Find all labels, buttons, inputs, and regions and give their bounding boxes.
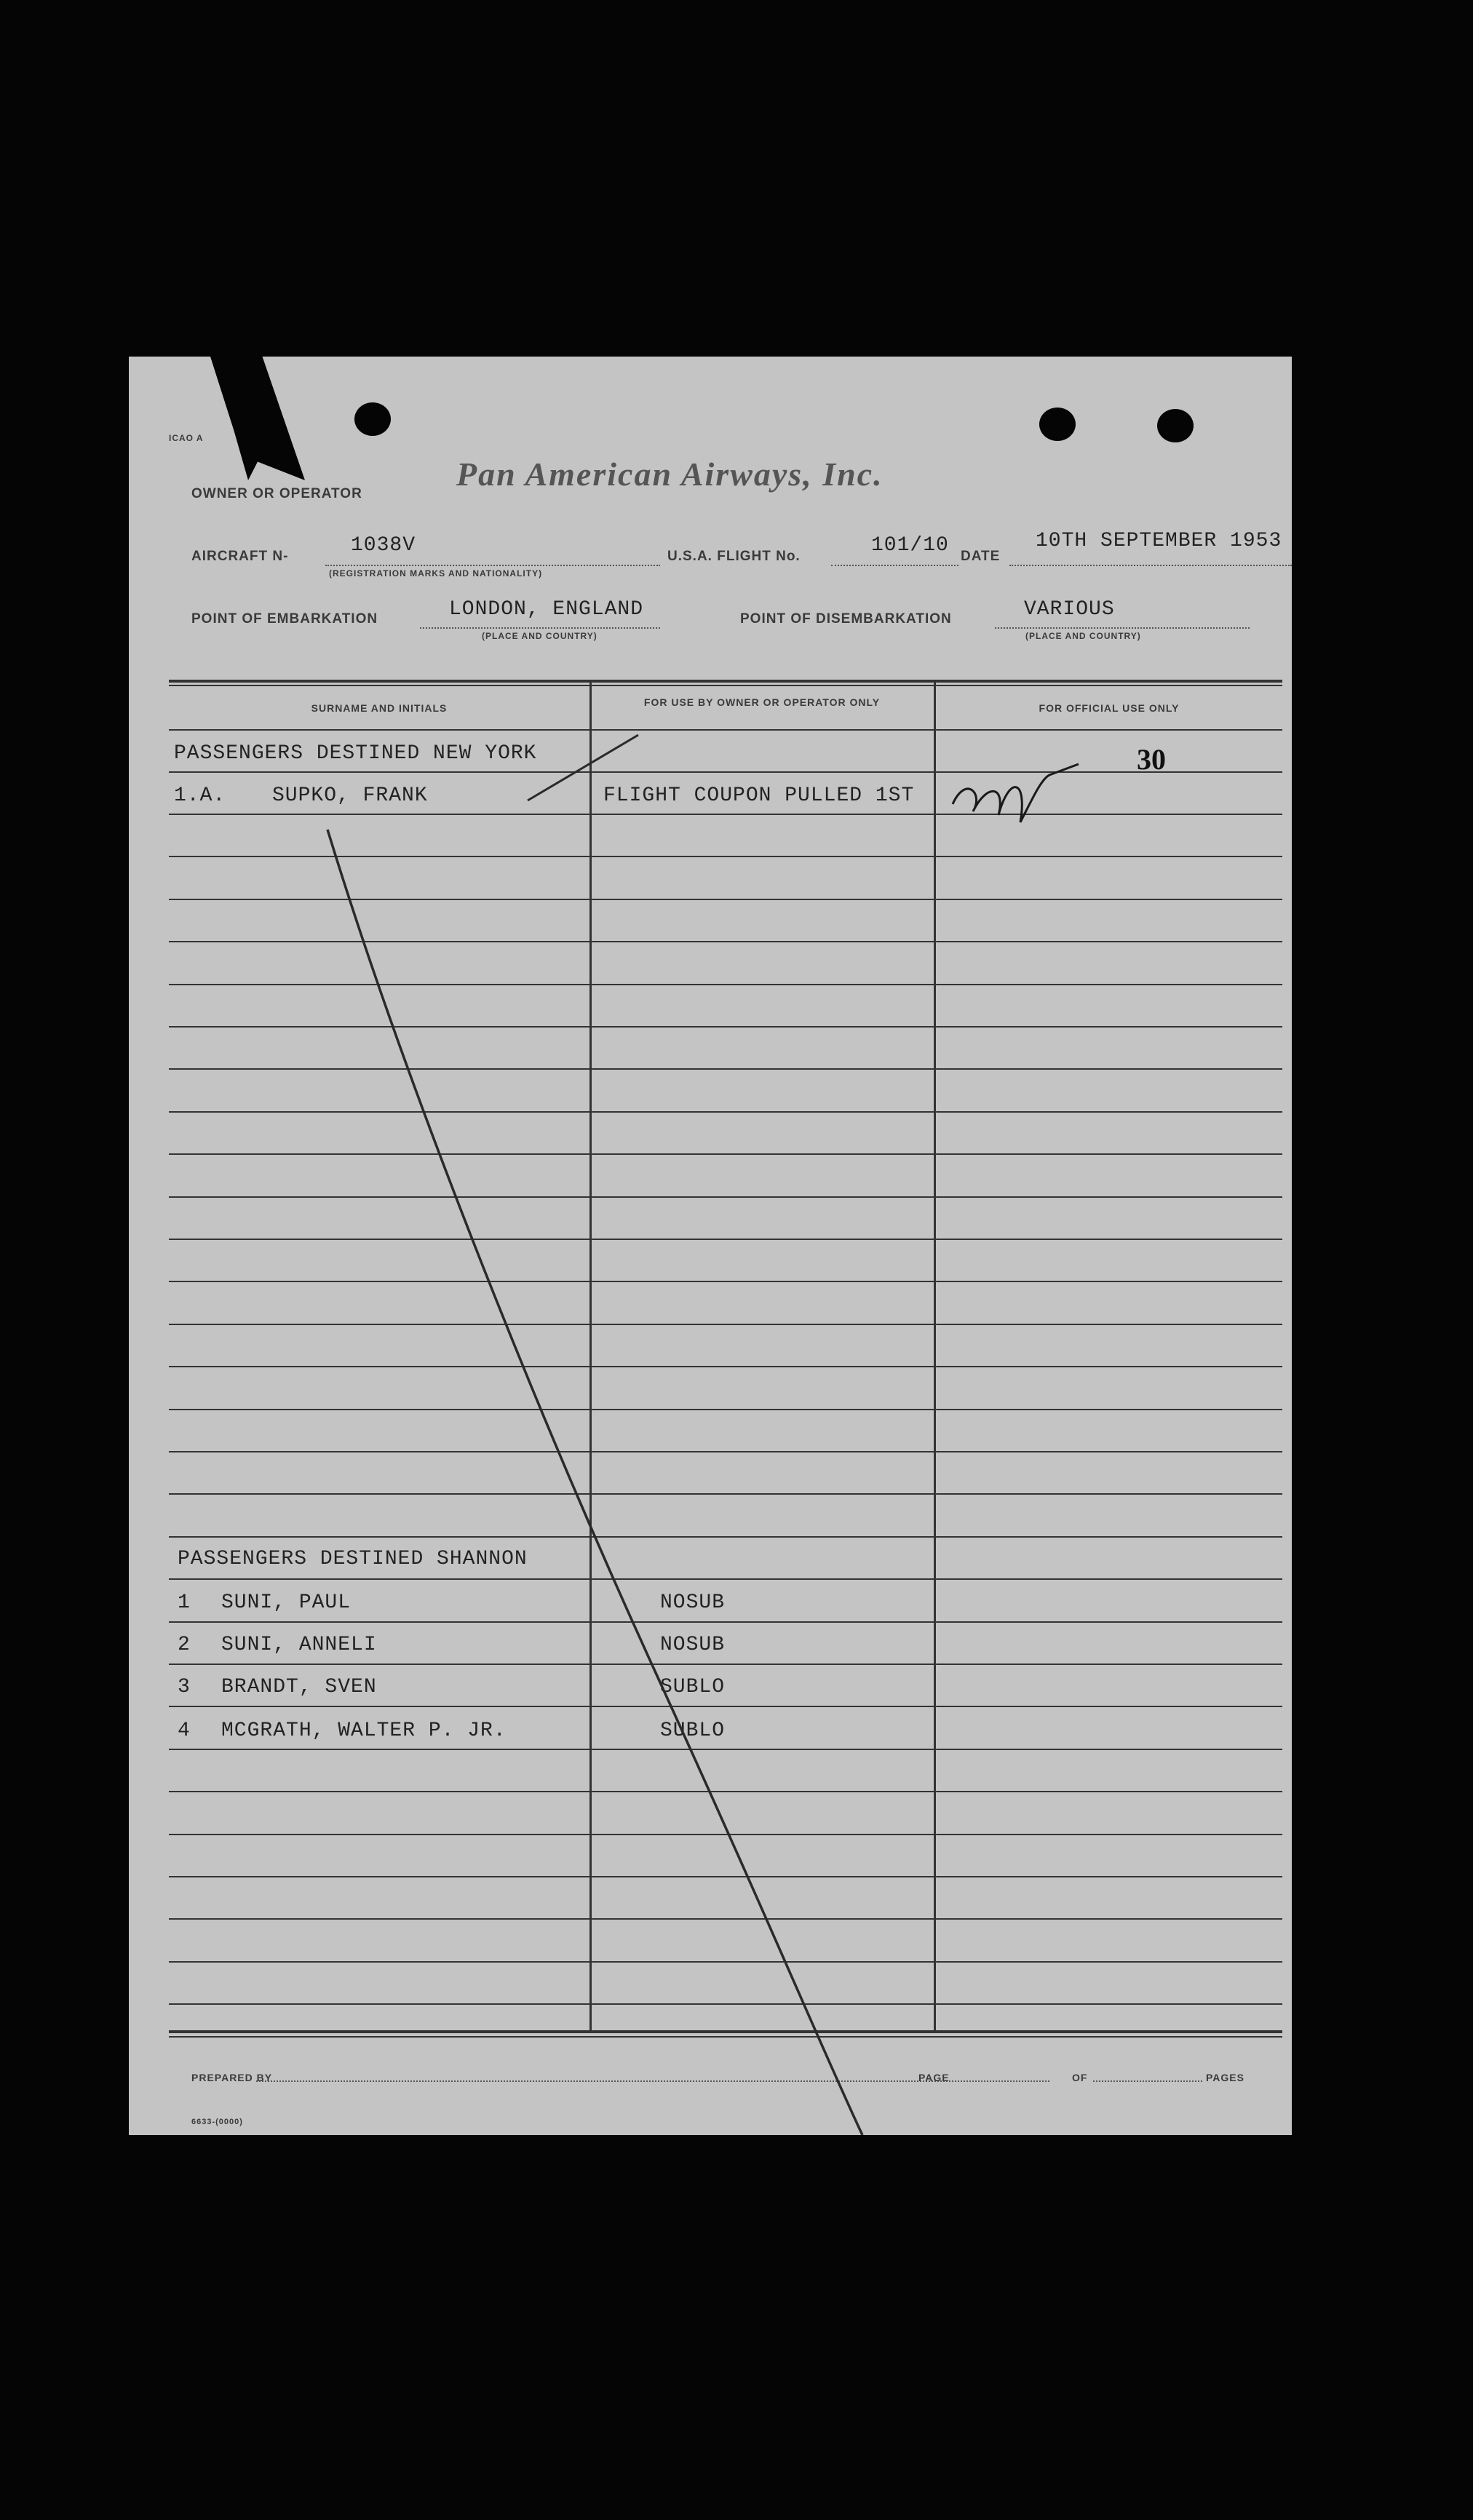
manifest-sheet [129, 357, 1292, 2135]
passenger-number: 2 [178, 1634, 191, 1656]
signature-initials [953, 764, 1079, 822]
operator-note: NOSUB [660, 1634, 726, 1656]
passenger-name: SUNI, PAUL [221, 1591, 352, 1614]
operator-note: SUBLO [660, 1676, 726, 1698]
of-label: OF [1072, 2072, 1088, 2083]
date-label: DATE [961, 549, 1001, 564]
disembark-place: VARIOUS [1024, 598, 1115, 621]
icao-label: ICAO A [169, 433, 204, 443]
passenger-number: 1 [178, 1591, 191, 1614]
airline-name: Pan American Airways, Inc. [456, 456, 884, 493]
pen-marks [129, 357, 1292, 2135]
diagonal-pen-stroke [327, 830, 862, 2135]
operator-note: SUBLO [660, 1720, 726, 1742]
embark-place: LONDON, ENGLAND [449, 598, 644, 621]
header-official: FOR OFFICIAL USE ONLY [1039, 702, 1180, 714]
aircraft-label: AIRCRAFT N- [191, 549, 289, 564]
pages-label: PAGES [1206, 2072, 1244, 2083]
prepared-label: PREPARED BY [191, 2072, 273, 2083]
passenger-number: 4 [178, 1720, 191, 1742]
disembark-note: (PLACE AND COUNTRY) [1025, 631, 1141, 641]
owner-label: OWNER OR OPERATOR [191, 486, 362, 501]
passenger-name: SUPKO, FRANK [272, 784, 428, 807]
embark-label: POINT OF EMBARKATION [191, 611, 378, 627]
header-surname: SURNAME AND INITIALS [311, 702, 448, 714]
passenger-name: SUNI, ANNELI [221, 1634, 377, 1656]
disembark-label: POINT OF DISEMBARKATION [740, 611, 952, 627]
registration-note: (REGISTRATION MARKS AND NATIONALITY) [329, 568, 543, 579]
flight-label: U.S.A. FLIGHT No. [667, 549, 801, 564]
operator-note: NOSUB [660, 1591, 726, 1614]
section-new-york: PASSENGERS DESTINED NEW YORK [174, 742, 537, 765]
passenger-number: 3 [178, 1676, 191, 1698]
operator-note: FLIGHT COUPON PULLED 1ST [603, 784, 915, 807]
check-mark-icon [528, 735, 638, 800]
flight-number: 101/10 [871, 534, 949, 557]
passenger-name: MCGRATH, WALTER P. JR. [221, 1720, 507, 1742]
embark-note: (PLACE AND COUNTRY) [482, 631, 597, 641]
form-code: 6633-(0000) [191, 2118, 243, 2126]
flight-date: 10TH SEPTEMBER 1953 [1036, 530, 1282, 552]
passenger-number: 1.A. [174, 784, 226, 807]
page-label: PAGE [918, 2072, 950, 2083]
aircraft-number: 1038V [351, 534, 416, 557]
header-operator: FOR USE BY OWNER OR OPERATOR ONLY [643, 696, 881, 708]
official-number: 30 [1137, 743, 1166, 776]
section-shannon: PASSENGERS DESTINED SHANNON [178, 1548, 528, 1570]
passenger-name: BRANDT, SVEN [221, 1676, 377, 1698]
